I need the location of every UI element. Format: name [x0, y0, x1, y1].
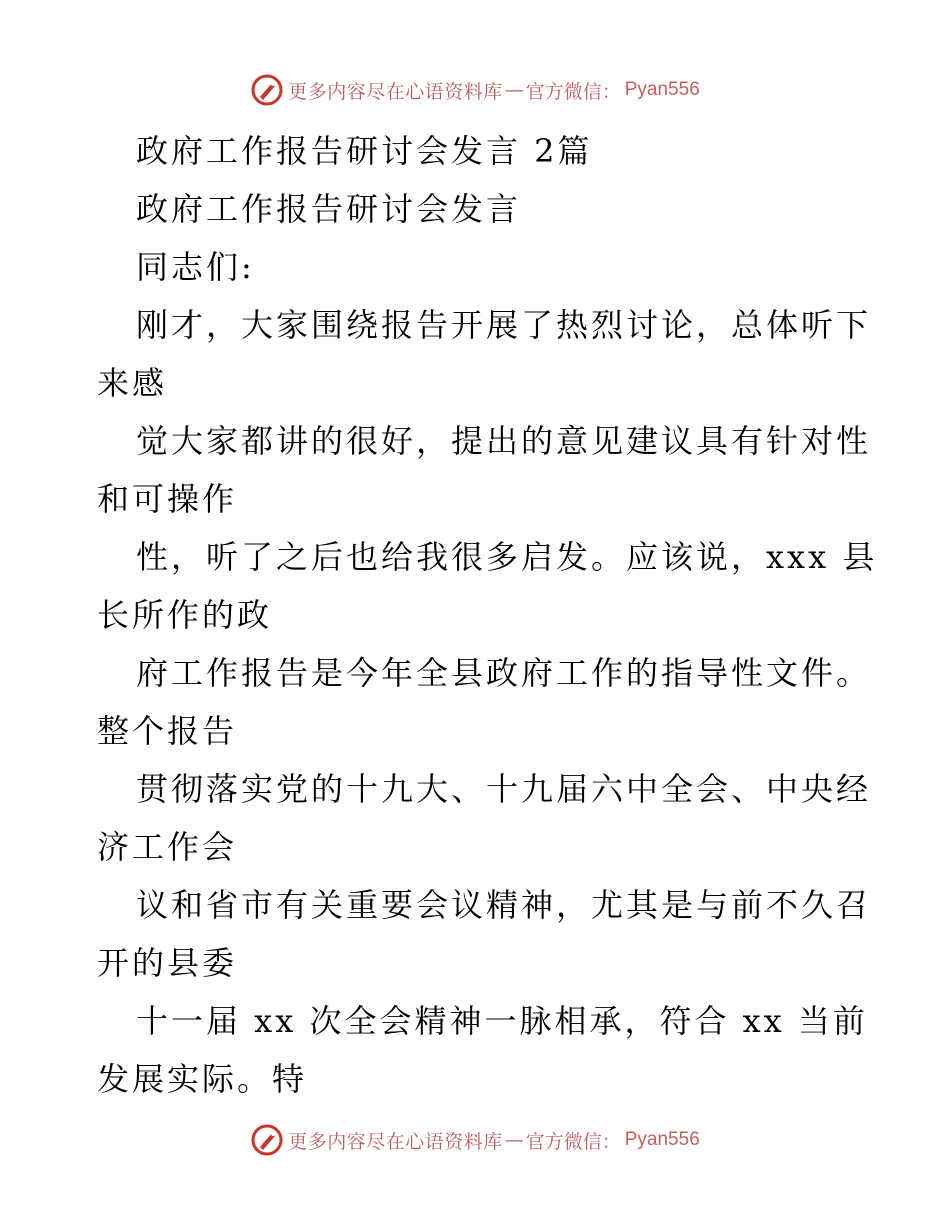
body-line: 性，听了之后也给我很多启发。应该说，xxx 县	[136, 538, 878, 576]
body-line: 来感	[97, 364, 168, 402]
body-line: 开的县委	[97, 944, 238, 982]
body-line: 议和省市有关重要会议精神，尤其是与前不久召	[136, 886, 872, 924]
banner-dash: —	[504, 79, 524, 101]
body-line: 府工作报告是今年全县政府工作的指导性文件。	[136, 654, 872, 692]
document-body	[97, 122, 878, 1108]
banner-wechat-label: 官方微信：	[525, 80, 621, 103]
document-title: 政府工作报告研讨会发言 2篇	[136, 132, 593, 170]
document-subtitle: 政府工作报告研讨会发言	[136, 190, 522, 228]
banner-wechat-id: Pyan556	[624, 79, 700, 100]
body-line: 和可操作	[97, 480, 238, 518]
banner-wechat-label: 官方微信：	[525, 1130, 621, 1153]
body-line: 发展实际。特	[97, 1060, 308, 1098]
body-line: 觉大家都讲的很好，提出的意见建议具有针对性	[136, 422, 872, 460]
pen-nib-logo-icon	[250, 73, 284, 107]
salutation: 同志们:	[136, 248, 255, 286]
banner-text: 更多内容尽在心语资料库	[288, 80, 503, 103]
body-line: 整个报告	[97, 712, 238, 750]
header-banner	[0, 70, 950, 110]
banner-dash: —	[504, 1129, 524, 1151]
body-line: 长所作的政	[97, 596, 273, 634]
footer-banner	[0, 1120, 950, 1160]
banner-text: 更多内容尽在心语资料库	[288, 1130, 503, 1153]
pen-nib-logo-icon	[250, 1123, 284, 1157]
body-line: 十一届 xx 次全会精神一脉相承，符合 xx 当前	[136, 1002, 868, 1040]
banner-wechat-id: Pyan556	[624, 1129, 700, 1150]
body-line: 贯彻落实党的十九大、十九届六中全会、中央经	[136, 770, 872, 808]
body-line: 济工作会	[97, 828, 238, 866]
body-line: 刚才，大家围绕报告开展了热烈讨论，总体听下	[136, 306, 872, 344]
